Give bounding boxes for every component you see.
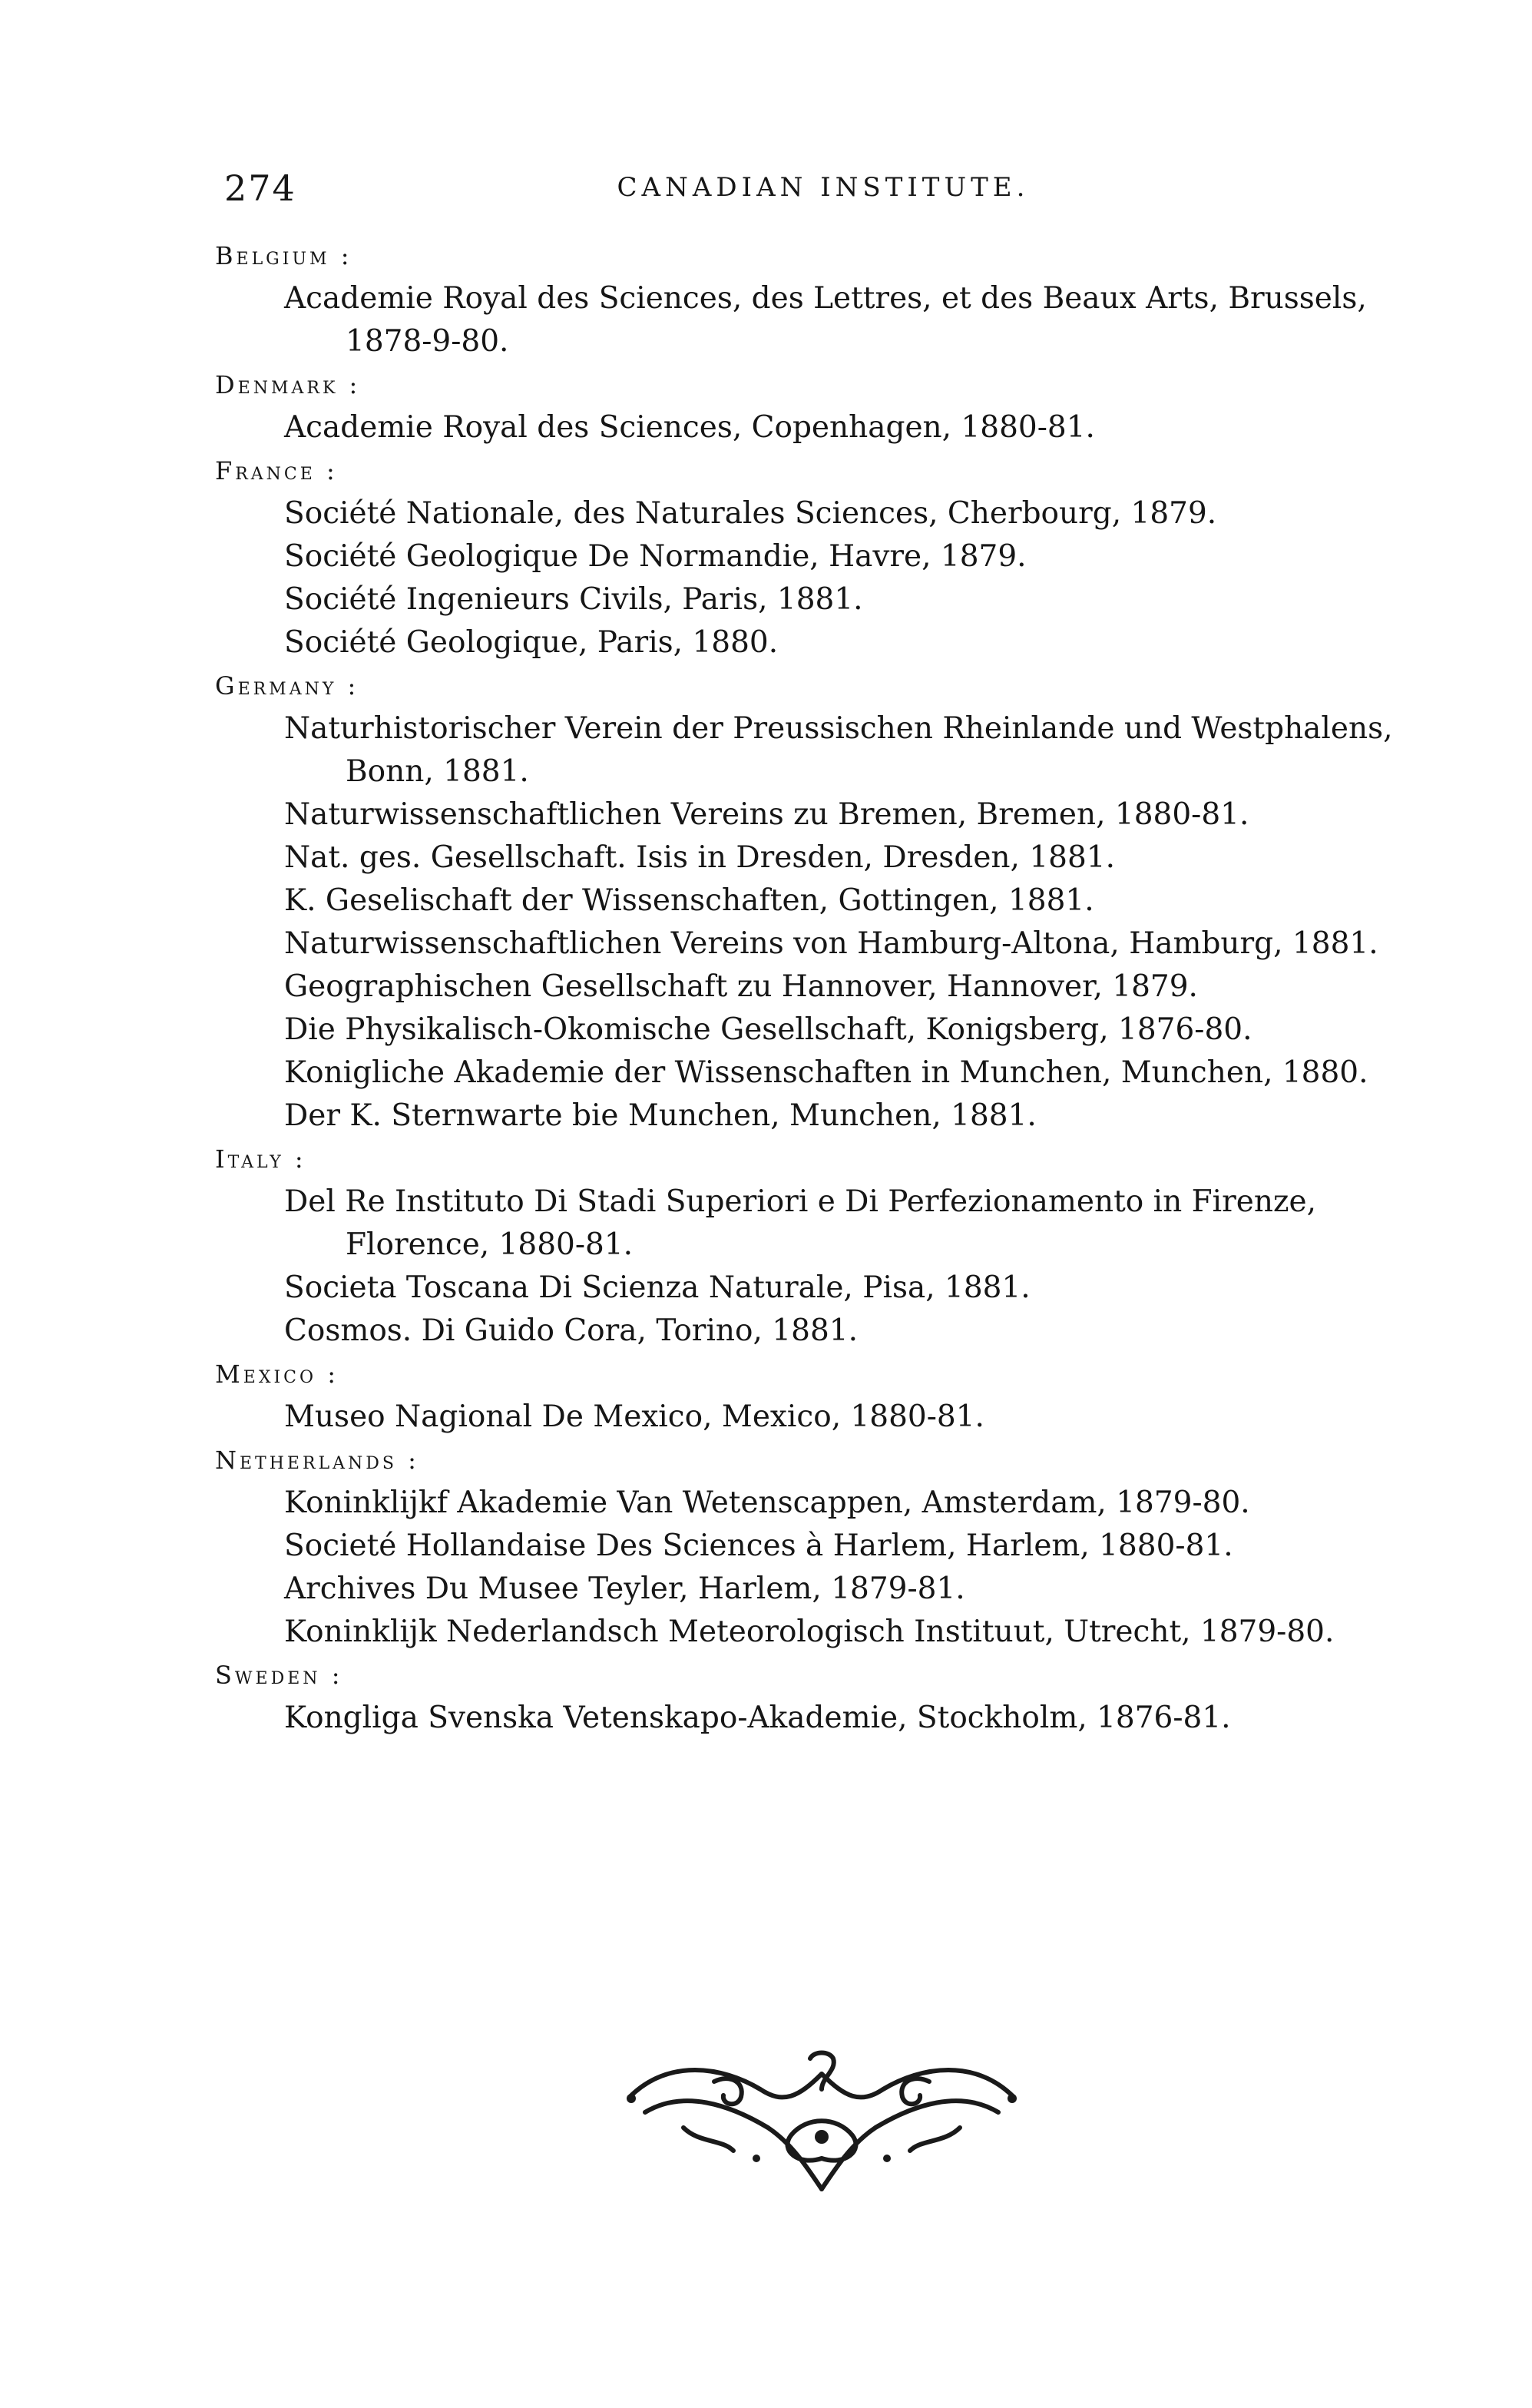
entry-line: Museo Nagional De Mexico, Mexico, 1880-81. xyxy=(284,1399,984,1434)
institution-entry xyxy=(215,1095,1444,1138)
entry-line: Koninklijk Nederlandsch Meteorologisch Instituut, Utrecht, 1879-80. xyxy=(284,1615,1335,1649)
section-italy xyxy=(215,1138,1444,1353)
institution-entry xyxy=(215,277,1444,363)
entry-line: Société Geologique De Normandie, Havre, 1879. xyxy=(284,539,1027,574)
institution-entry xyxy=(215,966,1444,1009)
entry-line: Kongliga Svenska Vetenskapo-Akademie, Stockholm, 1876-81. xyxy=(284,1701,1231,1735)
institution-entry xyxy=(215,879,1444,922)
country-heading: Sweden : xyxy=(215,1661,343,1690)
entry-line: Naturwissenschaftlichen Vereins von Hamburg-Altona, Hamburg, 1881. xyxy=(284,926,1378,961)
entry-line: Cosmos. Di Guido Cora, Torino, 1881. xyxy=(284,1313,858,1348)
institution-entry xyxy=(215,492,1444,535)
entry-continuation: Bonn, 1881. xyxy=(346,754,529,789)
running-head: CANADIAN INSTITUTE. xyxy=(617,172,1030,203)
country-heading: France : xyxy=(215,456,338,485)
institution-entry xyxy=(215,621,1444,664)
institution-entry xyxy=(215,1052,1444,1095)
entry-line: Die Physikalisch-Okomische Gesellschaft, Konigsberg, 1876-80. xyxy=(284,1012,1252,1047)
section-sweden xyxy=(215,1654,1444,1740)
entry-line: Konigliche Akademie der Wissenschaften in Munchen, Munchen, 1880. xyxy=(284,1055,1368,1090)
country-heading: Denmark : xyxy=(215,370,361,399)
section-belgium xyxy=(215,234,1444,363)
section-denmark xyxy=(215,363,1444,449)
exchange-list xyxy=(215,234,1444,1740)
entry-line: Der K. Sternwarte bie Munchen, Munchen, 1881. xyxy=(284,1098,1037,1133)
entry-line: Naturwissenschaftlichen Vereins zu Bremen, Bremen, 1880-81. xyxy=(284,797,1249,832)
section-netherlands xyxy=(215,1439,1444,1654)
section-germany xyxy=(215,664,1444,1138)
institution-entry xyxy=(215,1181,1444,1267)
institution-entry xyxy=(215,1009,1444,1052)
country-heading: Germany : xyxy=(215,671,359,701)
institution-entry xyxy=(215,793,1444,836)
country-heading: Belgium : xyxy=(215,241,352,270)
institution-entry xyxy=(215,1482,1444,1525)
entry-continuation: 1878-9-80. xyxy=(346,324,509,359)
section-mexico xyxy=(215,1353,1444,1439)
entry-line: Geographischen Gesellschaft zu Hannover, Hannover, 1879. xyxy=(284,969,1198,1004)
institution-entry xyxy=(215,1396,1444,1439)
entry-line: K. Geselischaft der Wissenschaften, Gottingen, 1881. xyxy=(284,883,1094,918)
institution-entry xyxy=(215,1568,1444,1611)
entry-line: Naturhistorischer Verein der Preussischen Rheinlande und Westphalens, xyxy=(284,711,1393,746)
institution-entry xyxy=(215,1611,1444,1654)
entry-continuation: Florence, 1880-81. xyxy=(346,1227,634,1262)
floral-scroll-ornament-icon xyxy=(599,2043,1044,2197)
institution-entry xyxy=(215,1310,1444,1353)
entry-line: Archives Du Musee Teyler, Harlem, 1879-81. xyxy=(284,1572,965,1606)
entry-line: Société Geologique, Paris, 1880. xyxy=(284,625,779,660)
institution-entry xyxy=(215,1267,1444,1310)
page-number: 274 xyxy=(224,167,296,209)
institution-entry xyxy=(215,535,1444,578)
institution-entry xyxy=(215,578,1444,621)
entry-line: Koninklijkf Akademie Van Wetenscappen, Amsterdam, 1879-80. xyxy=(284,1486,1250,1520)
institution-entry xyxy=(215,922,1444,966)
section-france xyxy=(215,449,1444,664)
institution-entry xyxy=(215,406,1444,449)
entry-line: Société Ingenieurs Civils, Paris, 1881. xyxy=(284,582,863,617)
country-heading: Netherlands : xyxy=(215,1446,419,1475)
entry-line: Academie Royal des Sciences, Copenhagen, 1880-81. xyxy=(284,410,1095,445)
entry-line: Société Nationale, des Naturales Sciences, Cherbourg, 1879. xyxy=(284,496,1217,531)
entry-line: Societa Toscana Di Scienza Naturale, Pisa, 1881. xyxy=(284,1270,1031,1305)
institution-entry xyxy=(215,836,1444,879)
country-heading: Italy : xyxy=(215,1144,306,1174)
entry-line: Del Re Instituto Di Stadi Superiori e Di Perfezionamento in Firenze, xyxy=(284,1184,1317,1219)
country-heading: Mexico : xyxy=(215,1360,339,1389)
entry-line: Nat. ges. Gesellschaft. Isis in Dresden, Dresden, 1881. xyxy=(284,840,1115,875)
institution-entry xyxy=(215,1697,1444,1740)
institution-entry xyxy=(215,1525,1444,1568)
entry-line: Academie Royal des Sciences, des Lettres, et des Beaux Arts, Brussels, xyxy=(284,281,1367,316)
page-header xyxy=(224,167,1422,214)
institution-entry xyxy=(215,707,1444,793)
entry-line: Societé Hollandaise Des Sciences à Harlem, Harlem, 1880-81. xyxy=(284,1529,1233,1563)
